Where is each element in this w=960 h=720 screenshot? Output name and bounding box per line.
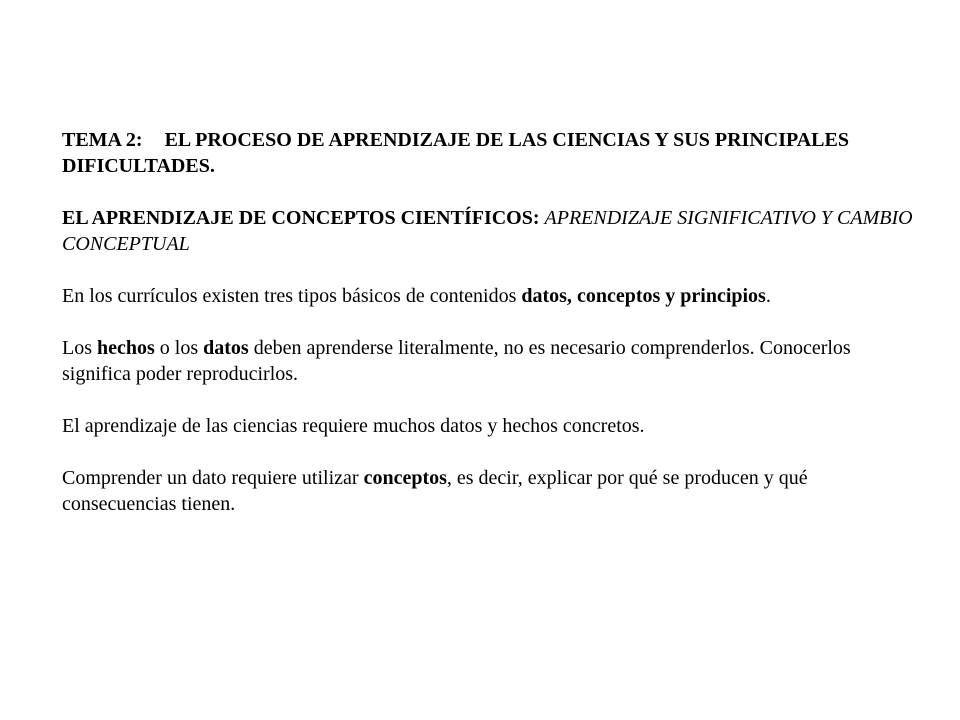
paragraph-aprendizaje [62, 413, 922, 439]
p2-text-2: o los [154, 337, 204, 359]
paragraph-content-types [62, 283, 922, 309]
p1-bold-conceptos: conceptos y principios [576, 285, 766, 307]
title-prefix: TEMA 2: [62, 129, 143, 151]
section-heading-bold: EL APRENDIZAJE DE CONCEPTOS CIENTÍFICOS: [62, 207, 540, 229]
paragraph-hechos-datos [62, 335, 922, 387]
p2-bold-hechos: hechos [97, 337, 155, 359]
paragraph-comprender [62, 465, 922, 517]
p1-text-1: En los currículos existen tres tipos básicos de contenidos [62, 285, 522, 307]
p4-bold-conceptos: conceptos [363, 467, 447, 489]
section-heading [62, 205, 922, 257]
text-block [62, 127, 922, 543]
title-text: EL PROCESO DE APRENDIZAJE DE LAS CIENCIAS Y SUS PRINCIPALES DIFICULTADES. [62, 129, 849, 177]
p2-bold-datos: datos [203, 337, 249, 359]
p2-text-3: deben aprenderse literalmente, no es necesario comprenderlos. Conocerlos significa poder reproducirlos. [62, 337, 851, 385]
p4-text-1: Comprender un dato requiere utilizar [62, 467, 364, 489]
p1-text-3: . [765, 285, 771, 307]
slide-title [62, 127, 922, 179]
p3-text-1: El aprendizaje de las ciencias requiere muchos datos y hechos concretos. [62, 415, 645, 437]
p2-text-1: Los [62, 337, 97, 359]
p4-text-2: , es decir, explicar por qué se producen y qué consecuencias tienen. [62, 467, 808, 515]
p1-bold-datos: datos, [521, 285, 572, 307]
section-heading-italic: APRENDIZAJE SIGNIFICATIVO Y CAMBIO CONCEPTUAL [62, 207, 913, 255]
